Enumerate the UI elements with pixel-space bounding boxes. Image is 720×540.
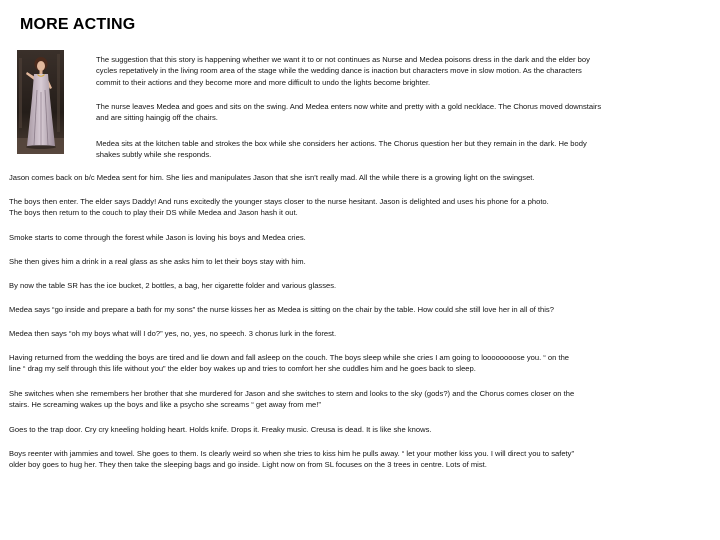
text-line: stairs. He screaming wakes up the boys and like a psycho she screams “ get away from me!” xyxy=(9,400,321,410)
paragraph-jason-returns xyxy=(9,172,709,183)
paragraph-my-boys xyxy=(9,328,709,339)
text-line: By now the table SR has the ice bucket, 2 bottles, a bag, her cigarette folder and various glasses. xyxy=(9,281,337,290)
paragraph-kitchen-table xyxy=(96,138,702,161)
text-line: shakes subtly while she responds. xyxy=(96,150,212,160)
text-line: line “ drag my self through this life without you” the elder boy wakes up and tries to comfort her she cuddles him and he goes back to sleep. xyxy=(9,364,476,374)
text-line: The boys then return to the couch to play their DS while Medea and Jason hash it out. xyxy=(9,208,298,218)
paragraph-bath xyxy=(9,304,709,315)
slide-title: MORE ACTING xyxy=(20,16,136,33)
paragraph-smoke xyxy=(9,232,709,243)
text-line: older boy goes to hug her. They then take the sleeping bags and go inside. Light now on from SL focuses on the 3 trees in centre. Lots of mist. xyxy=(9,460,487,470)
text-line: The nurse leaves Medea and goes and sits on the swing. And Medea enters now white and pretty with a gold necklace. The Chorus moved downstairs xyxy=(96,102,602,111)
text-line: Goes to the trap door. Cry cry kneeling holding heart. Holds knife. Drops it. Freaky music. Creusa is dead. It is like she knows. xyxy=(9,425,432,434)
text-line: Medea says “go inside and prepare a bath for my sons” the nurse kisses her as Medea is sitting on the chair by the table. How could she still love her in all of this? xyxy=(9,305,554,314)
text-line: and are sitting haingig off the chairs. xyxy=(96,113,218,123)
text-line: Medea then says “oh my boys what will I do?” yes, no, yes, no speech. 3 chorus lurk in the forest. xyxy=(9,329,337,338)
paragraph-wedding-return xyxy=(9,352,709,375)
text-line: commit to their actions and they become more and more difficult to undo the lights become brighter. xyxy=(96,77,431,87)
text-line: She then gives him a drink in a real glass as she asks him to let their boys stay with him. xyxy=(9,257,306,266)
text-line: Having returned from the wedding the boys are tired and lie down and fall asleep on the couch. The boys sleep while she cries I am going to loooooooose you. “ on the xyxy=(9,353,570,362)
text-line: Medea sits at the kitchen table and strokes the box while she considers her actions. The Chorus question her but they remain in the dark. He body xyxy=(96,139,587,148)
text-line: The boys then enter. The elder says Daddy! And runs excitedly the younger stays closer to the nurse hesitant. Jason is delighted and uses his phone for a photo. xyxy=(9,197,549,206)
text-line: She switches when she remembers her brother that she murdered for Jason and she switches to stern and looks to the sky (gods?) and the Chorus comes closer on the xyxy=(9,389,575,398)
paragraph-boys-enter xyxy=(9,196,709,219)
paragraph-trap-door xyxy=(9,424,709,435)
paragraph-brother xyxy=(9,388,709,411)
paragraph-drink xyxy=(9,256,709,267)
text-line: cycles repetatively in the living room area of the stage while the wedding dance is inaction but characters move in slow motion. As the characters xyxy=(96,66,582,76)
paragraph-boys-reenter xyxy=(9,448,709,471)
text-line: Smoke starts to come through the forest while Jason is loving his boys and Medea cries. xyxy=(9,233,306,242)
paragraph-nurse-leaves xyxy=(96,101,702,124)
text-line: Boys reenter with jammies and towel. She goes to them. Is clearly weird so when she tries to kiss him he pulls away. “ let your mother kiss you. I will direct you to safety” xyxy=(9,449,574,458)
text-line: The suggestion that this story is happening whether we want it to or not continues as Nurse and Medea poisons dress in the dark and the elder boy xyxy=(96,55,590,64)
paragraph-poisoned-dress xyxy=(96,54,702,88)
paragraph-table-sr xyxy=(9,280,709,291)
text-line: Jason comes back on b/c Medea sent for him. She lies and manipulates Jason that she isn’t really mad. All the while there is a growing light on the swingset. xyxy=(9,173,535,182)
